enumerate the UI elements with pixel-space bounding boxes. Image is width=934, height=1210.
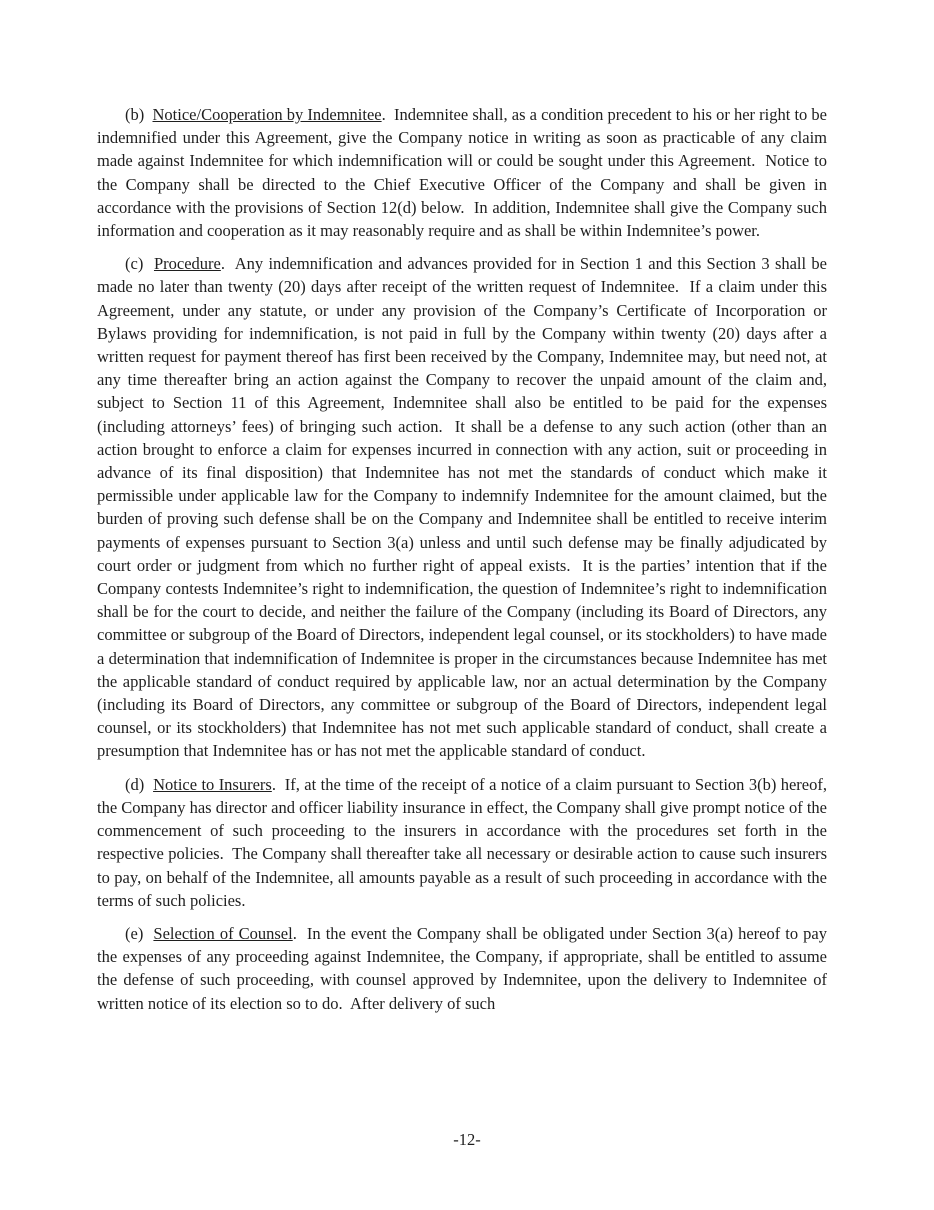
section-heading-e: Selection of Counsel [153, 923, 293, 943]
section-label-e: (e) [125, 923, 154, 943]
section-heading-d: Notice to Insurers [153, 774, 272, 794]
section-body-d: . If, at the time of the receipt of a notice of a claim pursuant to Section 3(b) hereof, the Company has director and officer liability insurance in effect, the Company shall give prompt notice of the commencement of such proceeding to the insurers in accordance with the procedures set forth in the respective policies. The Company shall thereafter take all necessary or desirable action to cause such insurers to pay, on behalf of the Indemnitee, all amounts payable as a result of such proceeding in accordance with the terms of such policies. [97, 774, 832, 910]
section-label-b: (b) [125, 105, 153, 124]
document-body [97, 103, 832, 1015]
section-label-d: (d) [125, 774, 154, 794]
section-heading-b: Notice/Cooperation by Indemnitee [152, 105, 382, 124]
section-body-c: . Any indemnification and advances provided for in Section 1 and this Section 3 shall be made no later than twenty (20) days after receipt of the written request of Indemnitee. If a claim under this Agreement, under any statute, or under any provision of the Company’s Certificate of Incorporation or Bylaws providing for indemnification, is not paid in full by the Company within twenty (20) days after a written request for payment thereof has first been received by the Company, Indemnitee may, but need not, at any time thereafter bring an action against the Company to recover the unpaid amount of the claim and, subject to Section 11 of this Agreement, Indemnitee shall also be entitled to be paid for the expenses (including attorneys’ fees) of bringing such action. It shall be a defense to any such action (other than an action brought to enforce a claim for expenses incurred in connection with any action, suit or proceeding in advance of its final disposition) that Indemnitee has not met the standards of conduct which make it permissible under applicable law for the Company to indemnify Indemnitee for the amount claimed, but the burden of proving such defense shall be on the Company and Indemnitee shall be entitled to receive interim payments of expenses pursuant to Section 3(a) unless and until such defense may be finally adjudicated by court order or judgment from which no further right of appeal exists. It is the parties’ intention that if the Company contests Indemnitee’s right to indemnification, the question of Indemnitee’s right to indemnification shall be for the court to decide, and neither the failure of the Company (including its Board of Directors, any committee or subgroup of the Board of Directors, independent legal counsel, or its stockholders) to have made a determination that indemnification of Indemnitee is proper in the circumstances because Indemnitee has met the applicable standard of conduct required by applicable law, nor an actual determination by the Company (including its Board of Directors, any committee or subgroup of the Board of Directors, independent legal counsel, or its stockholders) that Indemnitee has not met such applicable standard of conduct, shall create a presumption that Indemnitee has or has not met the applicable standard of conduct. [97, 254, 832, 761]
paragraph-b [97, 103, 832, 242]
section-body-e: . In the event the Company shall be obligated under Section 3(a) hereof to pay the expenses of any proceeding against Indemnitee, the Company, if appropriate, shall be entitled to assume the defense of such proceeding, with counsel approved by Indemnitee, upon the delivery to Indemnitee of written notice of its election so to do. After delivery of such [97, 923, 832, 1013]
section-heading-c: Procedure [153, 254, 221, 274]
section-label-c: (c) [125, 254, 154, 274]
page-number: -12- [453, 1130, 481, 1149]
paragraph-d [97, 773, 832, 912]
section-body-b: . Indemnitee shall, as a condition precedent to his or her right to be indemnified under this Agreement, give the Company notice in writing as soon as practicable of any claim made against Indemnitee for which indemnification will or could be sought under this Agreement. Notice to the Company shall be directed to the Chief Executive Officer of the Company and shall be given in accordance with the provisions of Section 12(d) below. In addition, Indemnitee shall give the Company such information and cooperation as it may reasonably require and as shall be within Indemnitee’s power. [97, 105, 832, 241]
paragraph-e [97, 922, 832, 1015]
paragraph-c [97, 252, 832, 762]
